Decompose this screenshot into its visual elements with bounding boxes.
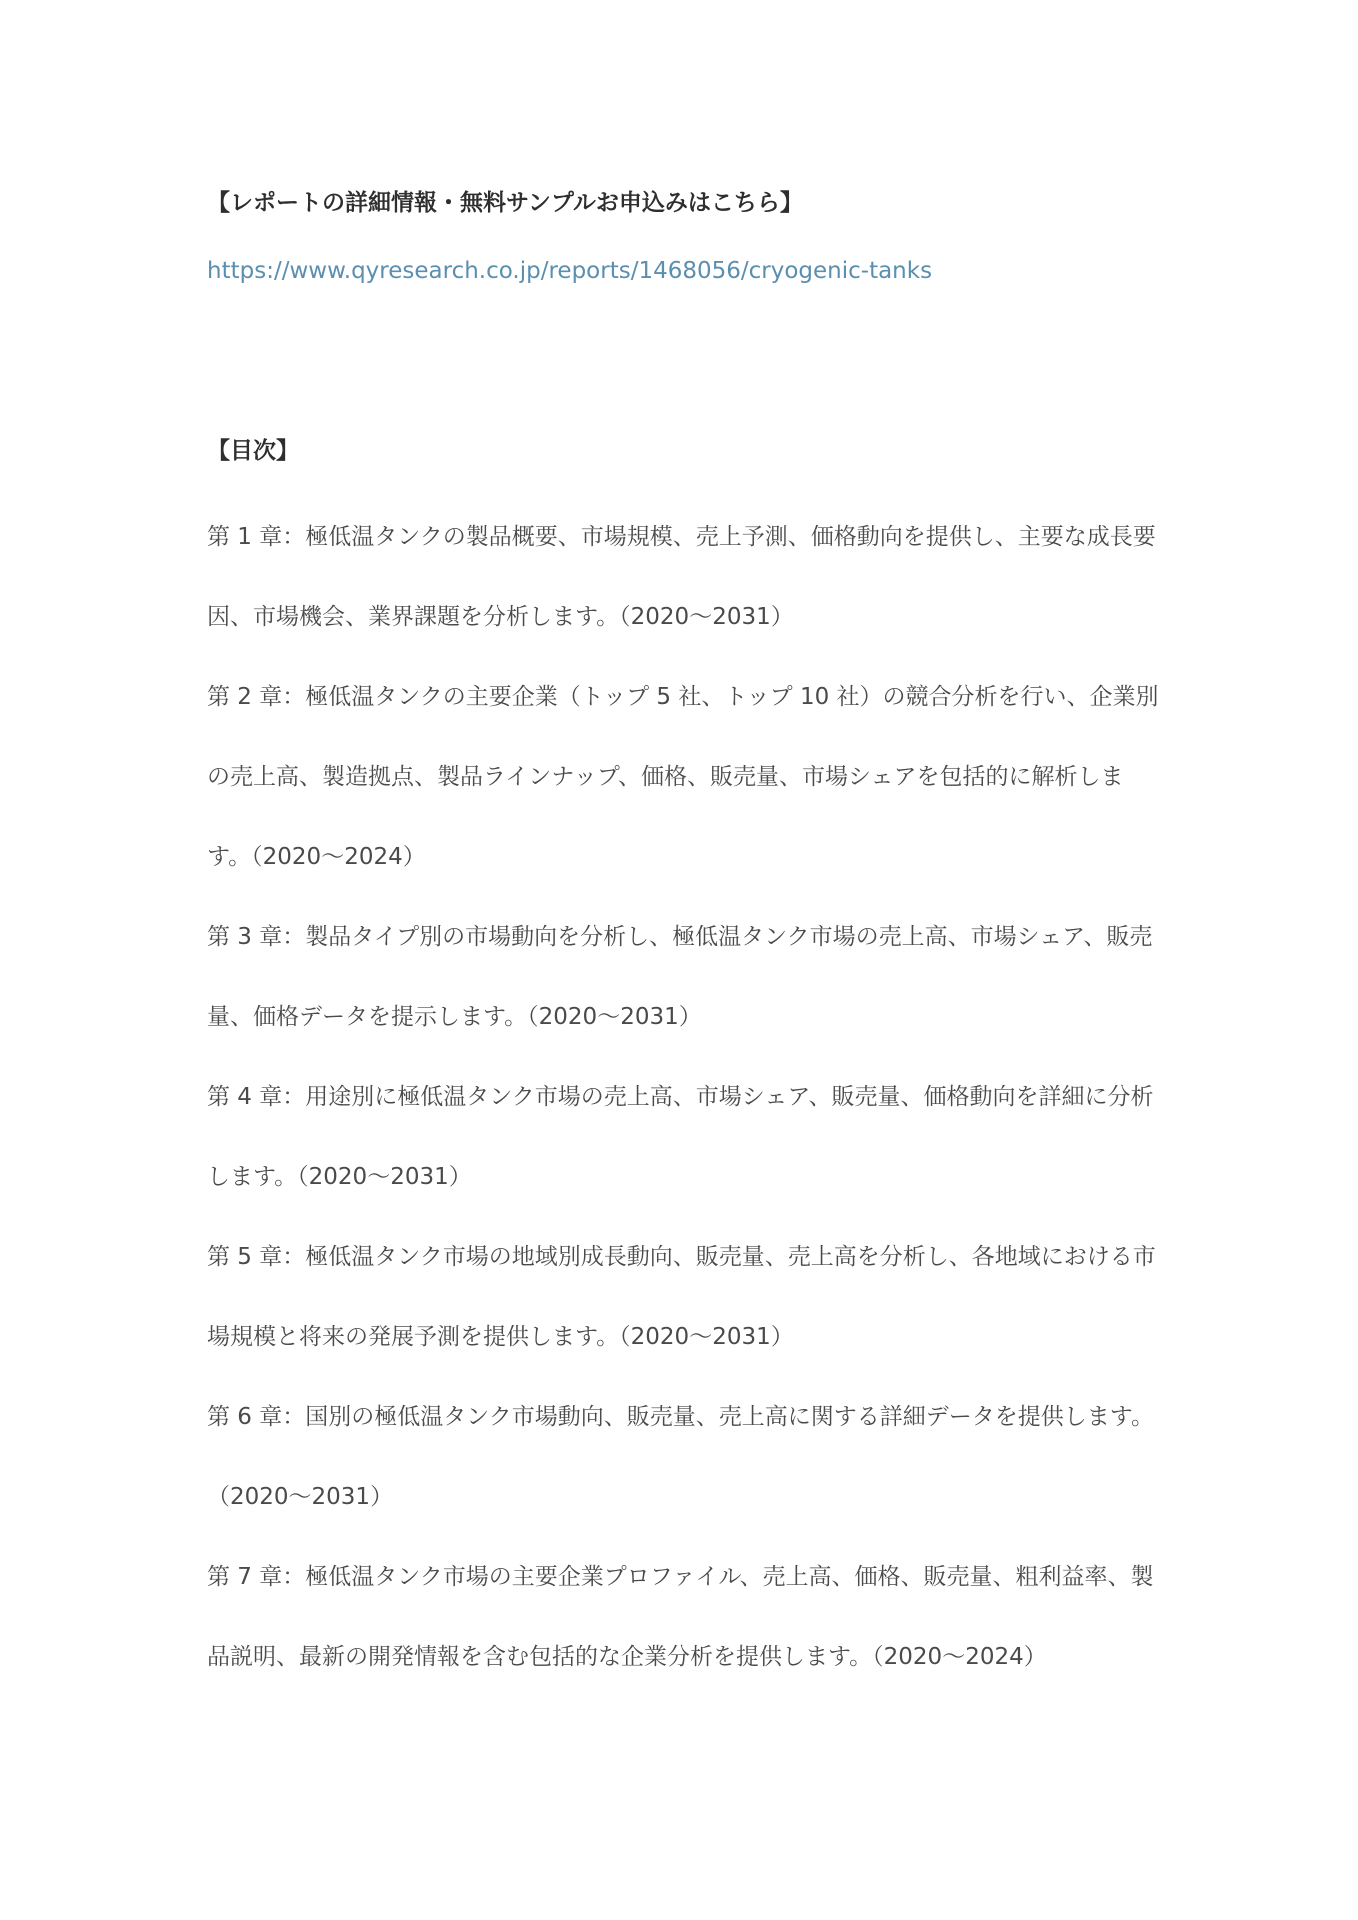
table-of-contents-heading: 【目次】 bbox=[207, 438, 299, 464]
report-url-link[interactable]: https://www.qyresearch.co.jp/reports/1468056/cryogenic-tanks bbox=[207, 258, 933, 284]
report-detail-heading: 【レポートの詳細情報・無料サンプルお申込みはこちら】 bbox=[207, 190, 803, 216]
chapter-2-text: 第 2 章：極低温タンクの主要企業（トップ 5 社、トップ 10 社）の競合分析を行い、企業別の売上高、製造拠点、製品ラインナップ、価格、販売量、市場シェアを包括的に解析します。（2020～2024） bbox=[207, 684, 1159, 870]
chapter-7-text: 第 7 章：極低温タンク市場の主要企業プロファイル、売上高、価格、販売量、粗利益率、製品説明、最新の開発情報を含む包括的な企業分析を提供します。（2020～2024） bbox=[207, 1564, 1154, 1670]
chapter-3-text: 第 3 章：製品タイプ別の市場動向を分析し、極低温タンク市場の売上高、市場シェア、販売量、価格データを提示します。（2020～2031） bbox=[207, 924, 1153, 1030]
chapter-5-text: 第 5 章：極低温タンク市場の地域別成長動向、販売量、売上高を分析し、各地域における市場規模と将来の発展予測を提供します。（2020～2031） bbox=[207, 1244, 1156, 1350]
chapter-4-text: 第 4 章：用途別に極低温タンク市場の売上高、市場シェア、販売量、価格動向を詳細に分析します。（2020～2031） bbox=[207, 1084, 1154, 1190]
chapter-1-text: 第 1 章：極低温タンクの製品概要、市場規模、売上予測、価格動向を提供し、主要な成長要因、市場機会、業界課題を分析します。（2020～2031） bbox=[207, 524, 1156, 630]
chapter-6-text: 第 6 章：国別の極低温タンク市場動向、販売量、売上高に関する詳細データを提供します。（2020～2031） bbox=[207, 1404, 1154, 1510]
